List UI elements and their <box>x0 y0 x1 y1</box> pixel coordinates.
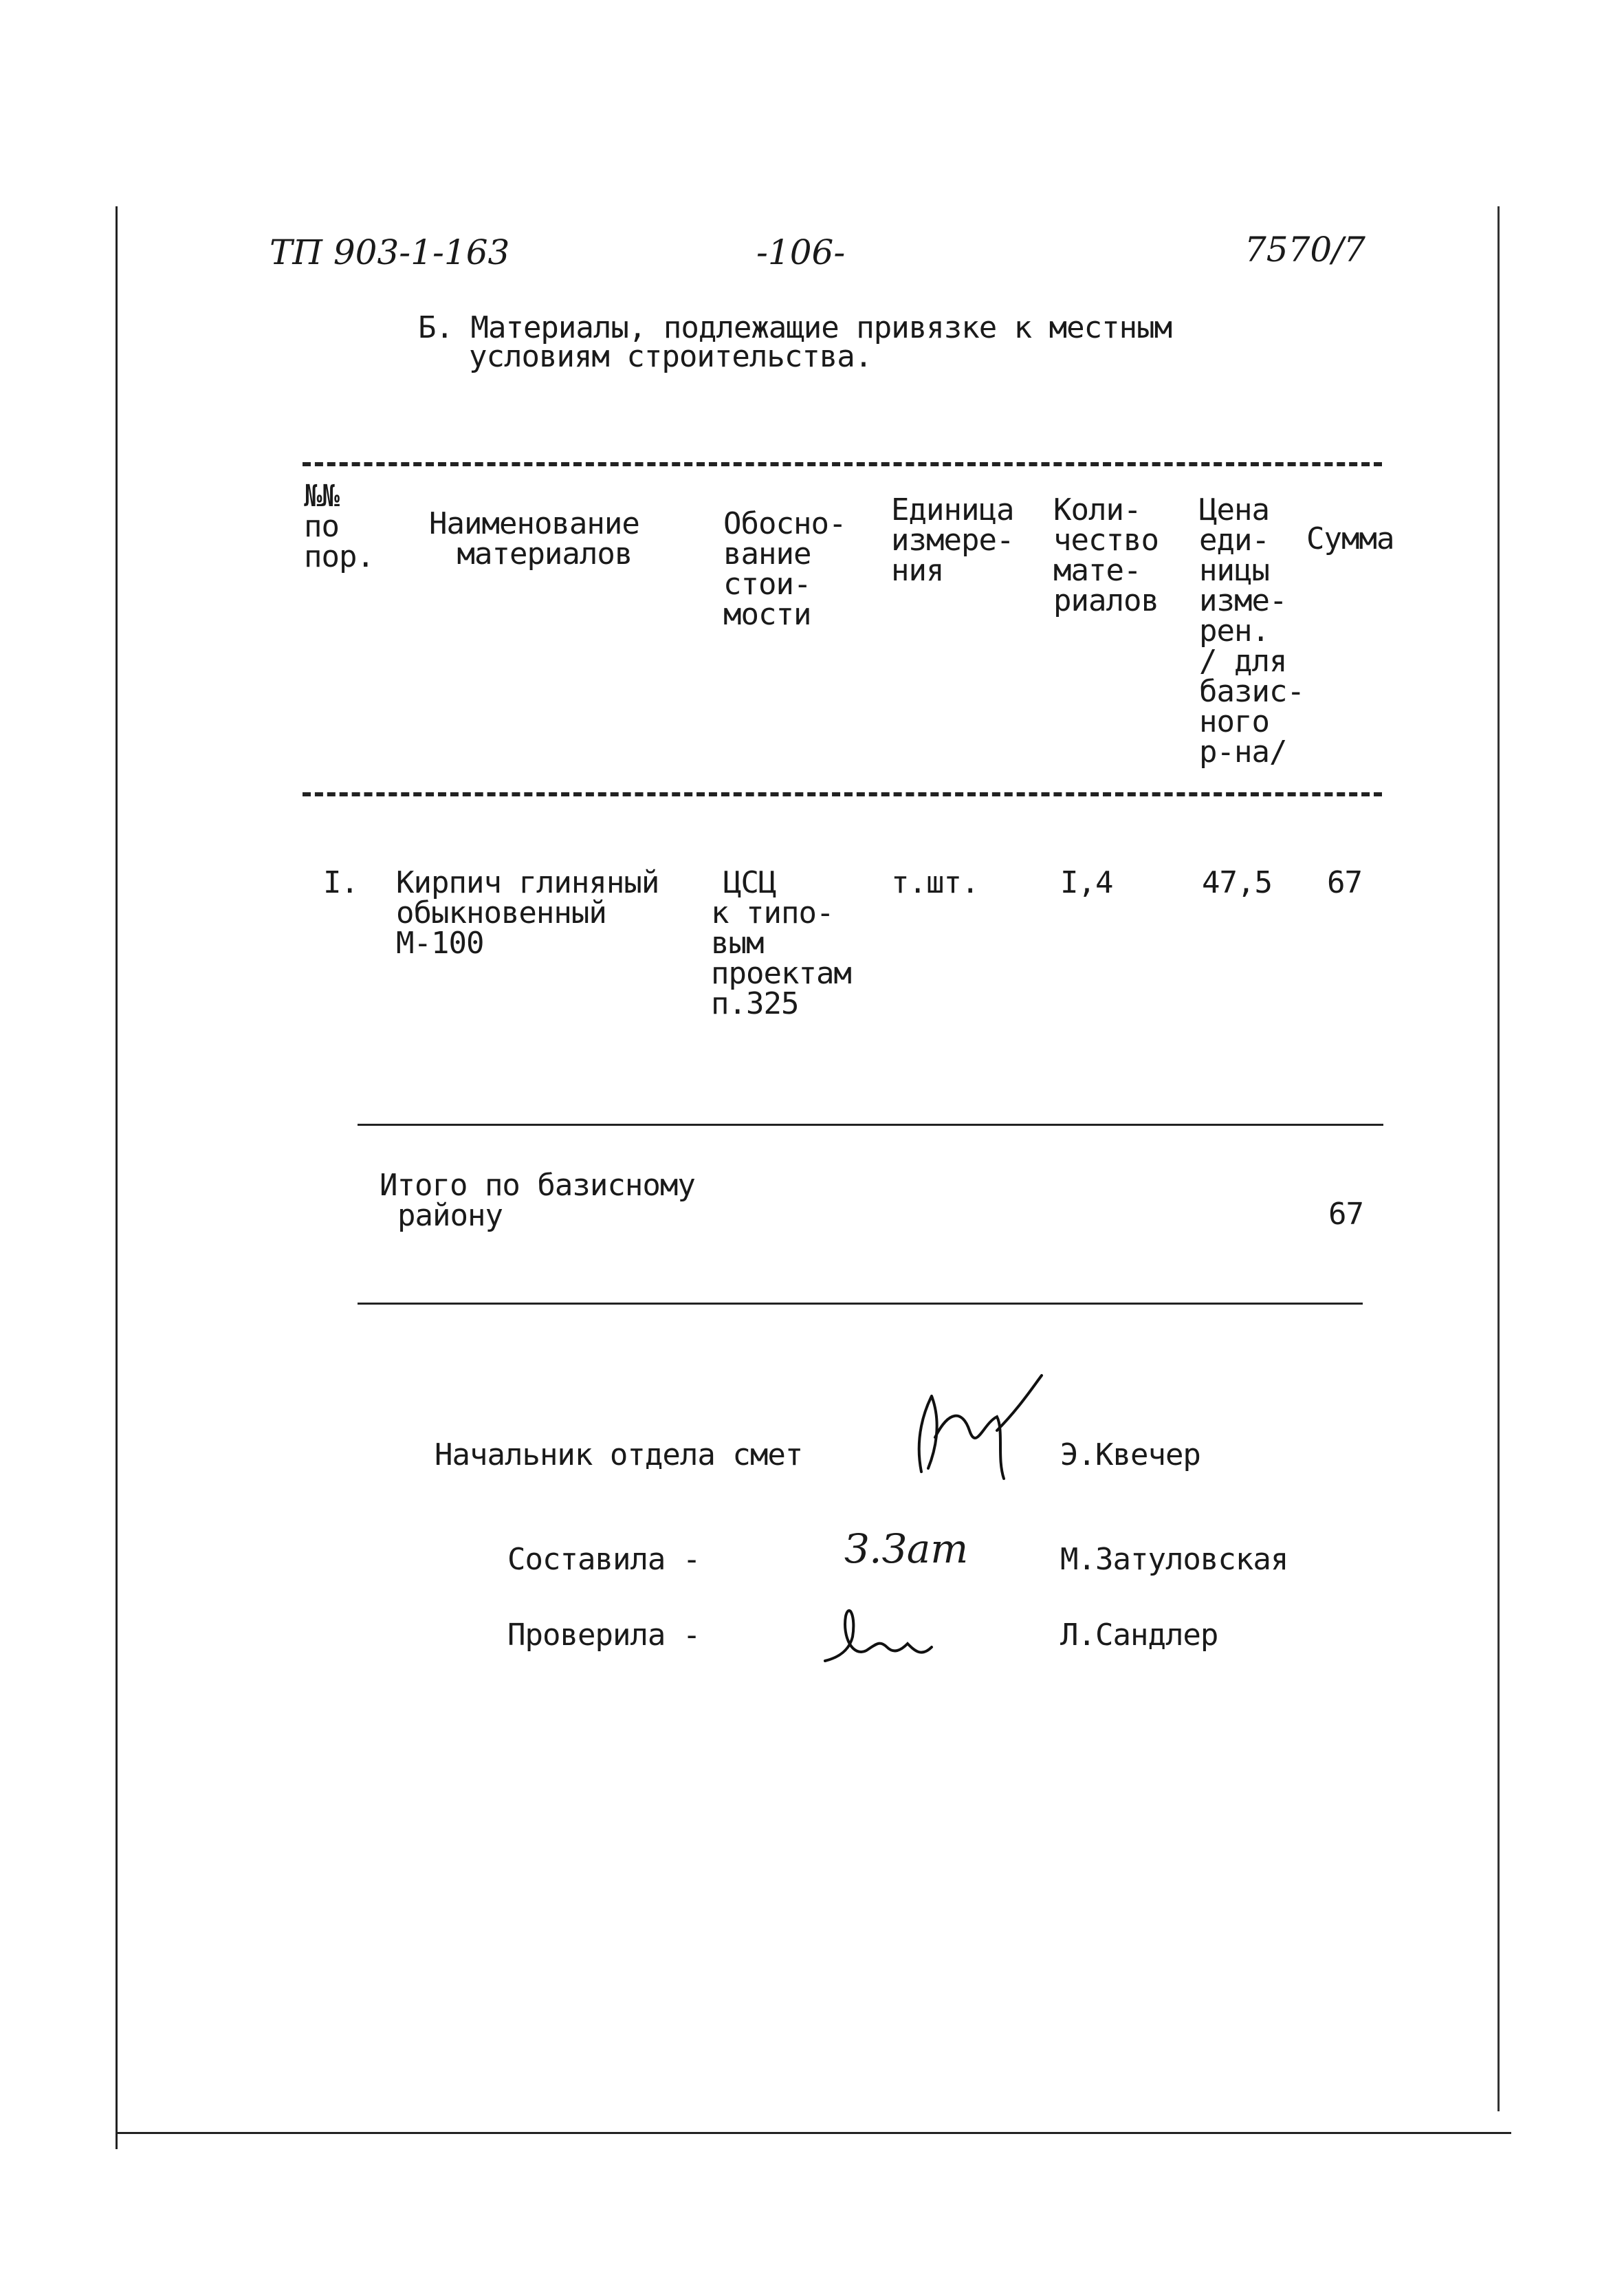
signature-role-checked: Проверила - <box>507 1618 701 1653</box>
row-quantity: I,4 <box>1060 865 1113 900</box>
header-col-sum: Сумма <box>1306 521 1394 556</box>
row-material-name: Кирпич глиняный обыкновенный М-100 <box>396 865 659 961</box>
header-bottom-rule <box>303 792 1382 796</box>
total-bottom-rule <box>358 1303 1363 1305</box>
row-unit-price: 47,5 <box>1202 865 1272 900</box>
signature-role-head: Начальник отдела смет <box>435 1437 803 1472</box>
row-unit: т.шт. <box>891 865 979 900</box>
document-code: ТП 903-1-163 <box>270 232 510 272</box>
header-col-basis: Обосно- вание стои- мости <box>723 506 846 632</box>
header-col-name: Наименование материалов <box>429 506 639 572</box>
page-border-left <box>116 206 118 2149</box>
section-title-line2: условиям строительства. <box>469 339 873 374</box>
header-col-quantity: Коли- чество мате- риалов <box>1053 492 1159 618</box>
signature-mark-compiled: З.Зат <box>844 1525 969 1572</box>
signature-mark-head <box>894 1369 1052 1492</box>
header-col-unit: Единица измере- ния <box>891 492 1014 588</box>
total-label: Итого по базисному району <box>380 1168 695 1233</box>
table-top-rule <box>303 462 1382 466</box>
signature-name-head: Э.Квечер <box>1060 1437 1200 1472</box>
total-top-rule <box>358 1124 1383 1126</box>
signature-role-compiled: Составила - <box>507 1542 701 1577</box>
page-number: -106- <box>756 232 846 272</box>
row-number: I. <box>323 865 358 900</box>
header-col-unit-price: Цена еди- ницы изме- рен. / для базис- ного р-на/ <box>1199 492 1304 770</box>
header-col-number: №№ по пор. <box>304 479 374 574</box>
signature-mark-checked <box>811 1582 949 1678</box>
total-value: 67 <box>1328 1197 1363 1232</box>
row-cost-basis: ЦСЦ к типо- вым проектам п.325 <box>711 865 851 1021</box>
section-title-line1: Б. Материалы, подлежащие привязке к местным <box>418 310 1172 345</box>
row-sum: 67 <box>1327 865 1362 900</box>
page-border-right <box>1497 206 1500 2111</box>
page-border-bottom <box>116 2132 1511 2134</box>
signature-name-compiled: М.Затуловская <box>1060 1542 1288 1577</box>
sheet-number: 7570/7 <box>1244 230 1365 270</box>
signature-name-checked: Л.Сандлер <box>1060 1618 1218 1653</box>
